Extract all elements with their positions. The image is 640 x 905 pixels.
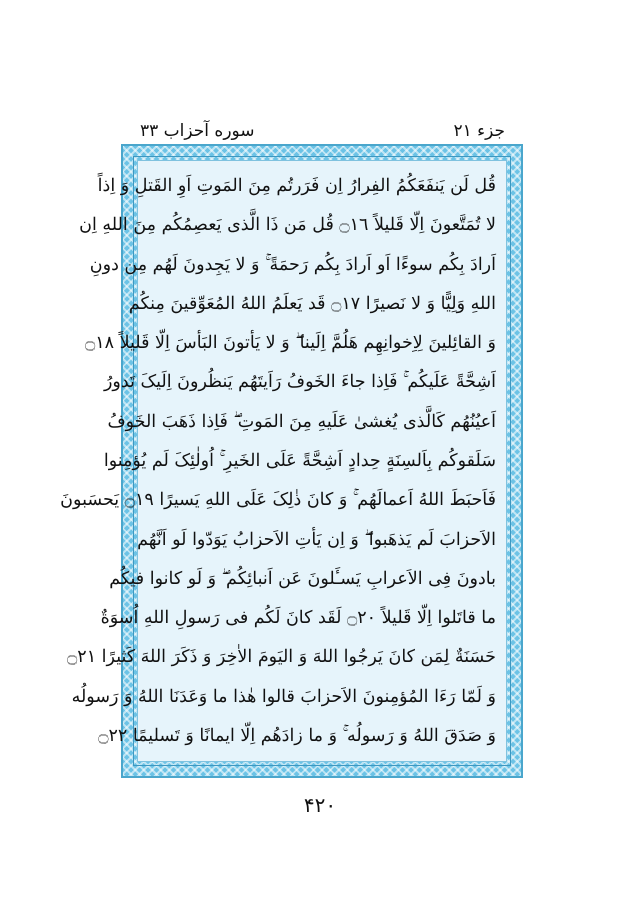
juz-label: جزء ۲۱ [453, 121, 505, 141]
verse-line: وَ لَمّا رَءَا المُؤمِنونَ الاَحزابَ قالوا هٰذا ما وَعَدَنَا اللهُ وَ رَسولُه [71, 686, 496, 707]
page-number: ۴۲۰ [303, 793, 337, 817]
ornamental-frame [60, 144, 523, 778]
text-panel [60, 160, 507, 762]
verse-line: حَسَنَةٌ لِمَن کانَ یَرجُوا اللهَ وَ الیَومَ الاٰخِرَ وَ ذَکَرَ اللهَ کَثیرًا ۝٢١ [67, 647, 496, 668]
verse-line: بادونَ فِی الاَعرابِ یَسـَٔلونَ عَن اَنبائِکُم ۖ وَ لَو کانوا فیکُم [109, 568, 496, 589]
verse-line: فَاَحبَطَ اللهُ اَعمالَهُم ۚ وَ کانَ ذٰلِکَ عَلَی اللهِ یَسیرًا ۝١٩ یَحسَبونَ [60, 490, 496, 511]
verse-lines [60, 169, 496, 753]
verse-line: اَرادَ بِکُم سوءًا اَو اَرادَ بِکُم رَحمَةً ۚ وَ لا یَجِدونَ لَهُم مِن دونِ [89, 254, 496, 275]
verse-line: وَ صَدَقَ اللهُ وَ رَسولُه ۚ وَ ما زادَهُم اِلّا ایمانًا وَ تَسلیمًا ۝٢٢ [98, 725, 496, 746]
verse-line: اَشِحَّةً عَلَیکُم ۚ فَاِذا جاءَ الخَوفُ رَاَیتَهُم یَنظُرونَ اِلَیکَ تَدورُ [103, 372, 496, 393]
verse-line: وَ القائِلینَ لِاِخوانِهِم هَلُمَّ اِلَینا ۖ وَ لا یَأتونَ البَأسَ اِلّا قَلیلاً ۝١٨ [84, 333, 496, 354]
page-header [140, 118, 505, 144]
verse-line: الاَحزابَ لَم یَذهَبوا ۖ وَ اِن یَأتِ الاَحزابُ یَوَدّوا لَو اَنَّهُم [137, 529, 496, 550]
surah-label: سوره آحزاب ۳۳ [140, 121, 255, 141]
verse-line: اللهِ وَلِیًّا وَ لا نَصیرًا ۝١٧ قَد یَعلَمُ اللهُ المُعَوِّقینَ مِنکُم [128, 293, 496, 314]
verse-line: ما قاتَلوا اِلّا قَلیلاً ۝٢٠ لَقَد کانَ لَکُم فی رَسولِ اللهِ اُسوَةٌ [100, 608, 496, 629]
verse-line: اَعیُنُهُم کَالَّذی یُغشیٰ عَلَیهِ مِنَ المَوتِ ۖ فَاِذا ذَهَبَ الخَوفُ [107, 411, 496, 432]
verse-line: قُل لَن یَنفَعَکُمُ الفِرارُ اِن فَرَرتُم مِنَ المَوتِ اَوِ القَتلِ وَ اِذاً [97, 176, 496, 196]
verse-line: لا تُمَتَّعونَ اِلّا قَلیلاً ۝١٦ قُل مَن ذَا الَّذی یَعصِمُکُم مِنَ اللهِ اِن [79, 215, 496, 236]
verse-line: سَلَقوکُم بِاَلسِنَةٍ حِدادٍ اَشِحَّةً عَلَی الخَیرِ ۚ اُولٰئِکَ لَم یُؤمِنوا [103, 450, 496, 471]
